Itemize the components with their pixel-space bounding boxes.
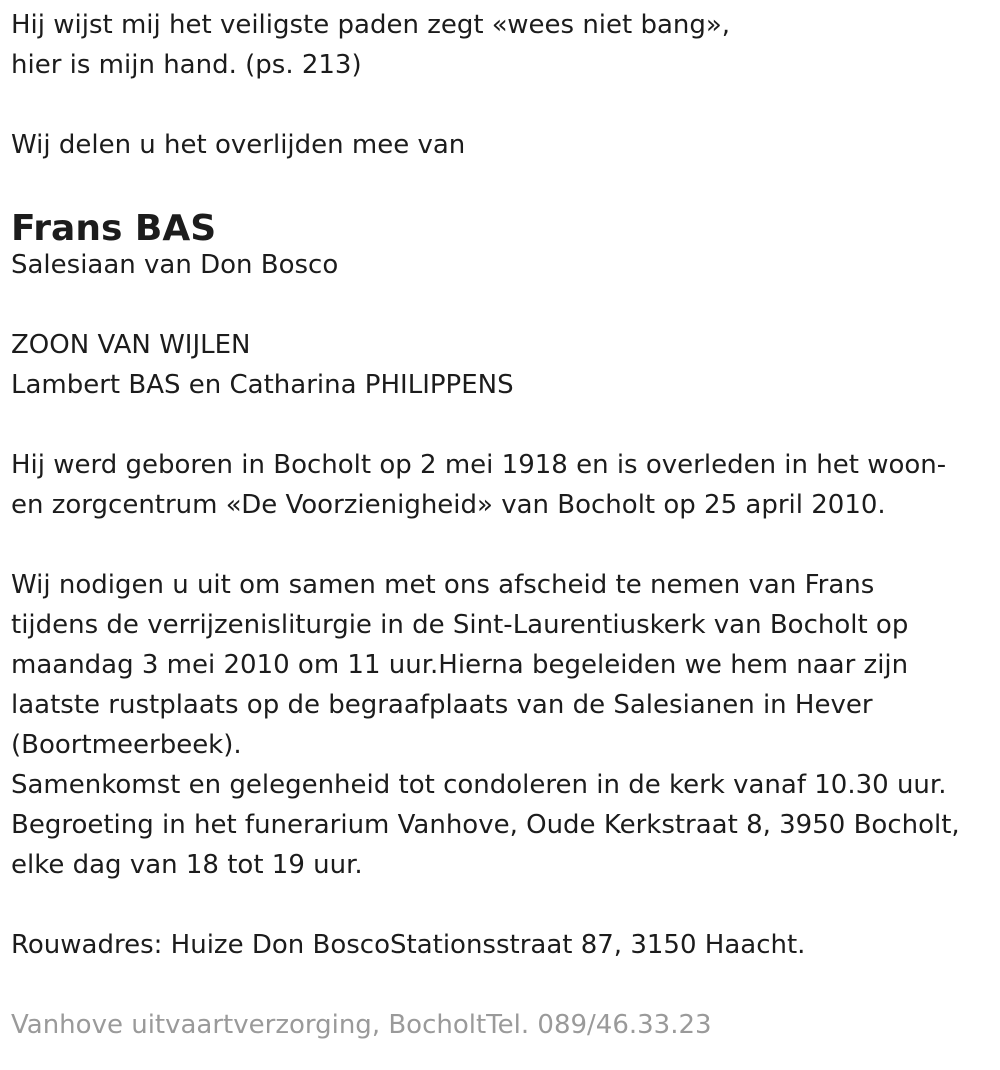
funeral-home-footer: Vanhove uitvaartverzorging, BocholtTel. 089/46.33.23 — [11, 1010, 712, 1040]
announcement-text: Wij delen u het overlijden mee van — [11, 130, 466, 160]
deceased-name: Frans BAS — [11, 208, 217, 249]
parents-names: Lambert BAS en Catharina PHILIPPENS — [11, 370, 514, 400]
ceremony-line: (Boortmeerbeek). — [11, 730, 242, 760]
spacer — [11, 525, 991, 565]
spacer — [11, 885, 991, 925]
ceremony-line: laatste rustplaats op de begraafplaats van de Salesianen in Hever — [11, 690, 873, 720]
ceremony-line: Samenkomst en gelegenheid tot condoleren in de kerk vanaf 10.30 uur. — [11, 770, 947, 800]
spacer — [11, 85, 991, 125]
spacer — [11, 405, 991, 445]
ceremony-line: Begroeting in het funerarium Vanhove, Oude Kerkstraat 8, 3950 Bocholt, — [11, 810, 960, 840]
quote-line-1: Hij wijst mij het veiligste paden zegt «wees niet bang», — [11, 10, 731, 40]
mourning-address: Rouwadres: Huize Don BoscoStationsstraat 87, 3150 Haacht. — [11, 930, 806, 960]
spacer — [11, 965, 991, 1005]
birth-death-line-2: en zorgcentrum «De Voorzienigheid» van Bocholt op 25 april 2010. — [11, 490, 886, 520]
ceremony-line: elke dag van 18 tot 19 uur. — [11, 850, 363, 880]
obituary-notice — [11, 5, 991, 1045]
deceased-title: Salesiaan van Don Bosco — [11, 250, 339, 280]
quote-line-2: hier is mijn hand. (ps. 213) — [11, 50, 362, 80]
ceremony-line: tijdens de verrijzenisliturgie in de Sint-Laurentiuskerk van Bocholt op — [11, 610, 909, 640]
parents-heading: ZOON VAN WIJLEN — [11, 330, 251, 360]
ceremony-line: Wij nodigen u uit om samen met ons afscheid te nemen van Frans — [11, 570, 875, 600]
ceremony-line: maandag 3 mei 2010 om 11 uur.Hierna begeleiden we hem naar zijn — [11, 650, 909, 680]
spacer — [11, 165, 991, 205]
spacer — [11, 285, 991, 325]
birth-death-line-1: Hij werd geboren in Bocholt op 2 mei 1918 en is overleden in het woon- — [11, 450, 947, 480]
